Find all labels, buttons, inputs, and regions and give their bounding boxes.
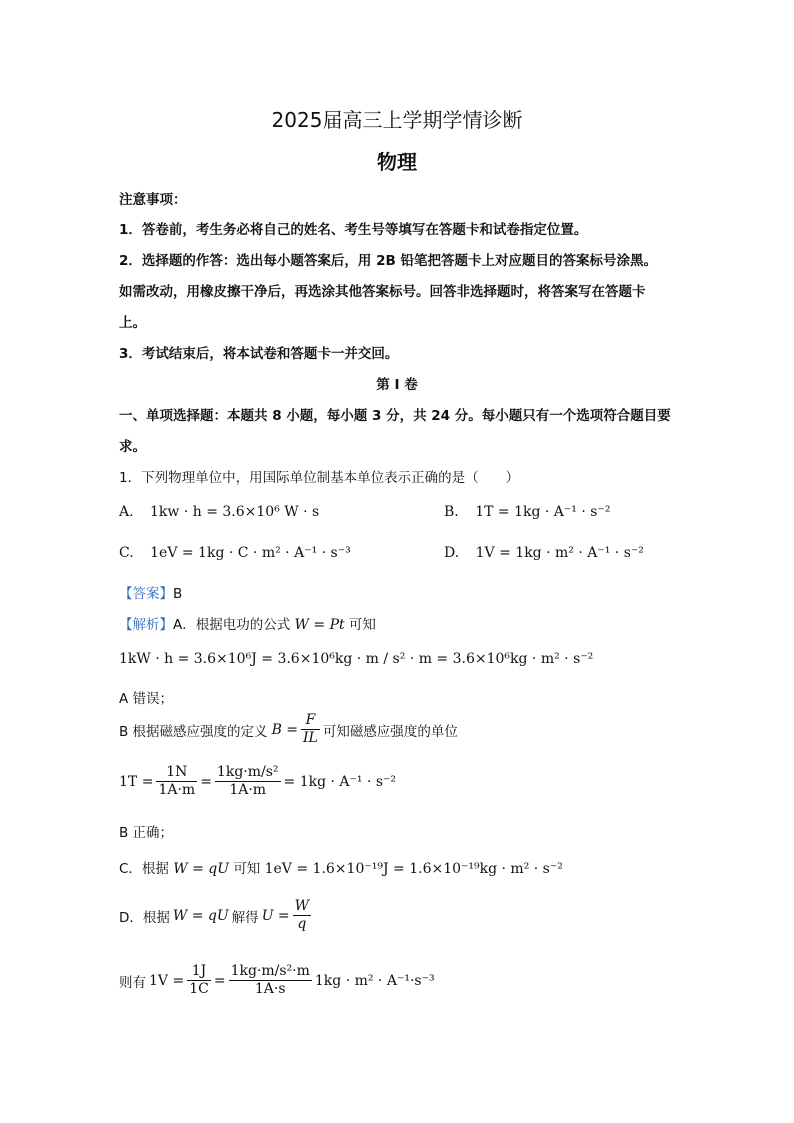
- option-b-label: B.: [444, 504, 459, 520]
- analysis-b-def-lhs: B =: [271, 721, 299, 738]
- option-b: [444, 504, 610, 520]
- analysis-b-eq-rhs: = 1kg · A⁻¹ · s⁻²: [283, 773, 397, 790]
- analysis-a-after: 可知: [348, 617, 376, 633]
- option-a-text: 1kw · h = 3.6×10⁶ W · s: [150, 504, 320, 520]
- subject-title: 物理: [377, 150, 417, 174]
- analysis-c-equation: 1eV = 1.6×10⁻¹⁹J = 1.6×10⁻¹⁹kg · m² · s⁻²: [264, 861, 563, 877]
- analysis-d-numerator: W: [294, 898, 310, 914]
- analysis-e-lhs: 1V =: [149, 972, 185, 989]
- option-d-text: 1V = 1kg · m² · A⁻¹ · s⁻²: [475, 545, 644, 561]
- note-1: 1．答卷前，考生务必将自己的姓名、考生号等填写在答题卡和试卷指定位置。: [119, 222, 588, 238]
- note-2-line-2: 如需改动，用橡皮擦干净后，再选涂其他答案标号。回答非选择题时，将答案写在答题卡: [119, 284, 646, 300]
- notes-heading: 注意事项：: [119, 192, 187, 208]
- analysis-d-fraction: [293, 898, 311, 933]
- option-c: [119, 545, 351, 561]
- analysis-b-def-numerator: F: [301, 712, 320, 730]
- option-a: [119, 504, 319, 520]
- analysis-e-intro: 则有: [119, 974, 146, 991]
- option-d: [444, 545, 644, 561]
- analysis-b-eq-lhs: 1T =: [119, 773, 154, 790]
- note-3: 3．考试结束后，将本试卷和答题卡一并交回。: [119, 346, 399, 362]
- analysis-e-fraction-2-denominator: 1A·s: [254, 981, 286, 997]
- analysis-c-mid: 可知: [233, 861, 261, 877]
- answer-line: [119, 582, 182, 602]
- option-c-label: C.: [119, 545, 134, 561]
- analysis-b-result: B 正确；: [119, 825, 174, 841]
- analysis-d-intro: D．根据: [119, 909, 170, 926]
- analysis-b-fraction-1-denominator: 1A·m: [158, 782, 196, 798]
- analysis-d-formula: W = qU: [172, 907, 229, 924]
- answer-value: B: [173, 586, 183, 602]
- analysis-b-equation: 1T = $\frac{1N}{1A\cdot m}$ = $\frac{\text{1kg·m/s²}}{1A\cdot m}$ = 1kg · A⁻¹ · s⁻²: [119, 764, 397, 798]
- note-2-line-1: 2．选择题的作答：选出每小题答案后，用 2B 铅笔把答题卡上对应题目的答案标号涂黑。: [119, 253, 657, 269]
- option-c-text: 1eV = 1kg · C · m² · A⁻¹ · s⁻³: [150, 545, 351, 561]
- option-a-label: A.: [119, 504, 134, 520]
- document-title: 2025届高三上学期学情诊断: [271, 108, 523, 132]
- analysis-d-lhs: U =: [261, 907, 290, 924]
- analysis-e-line: 则有 1V = $\frac{1J}{1C}$ = $\frac{\text{1kg·m/s²·m}}{1A\cdot s}$ 1kg · m² · A⁻¹·s⁻³: [119, 963, 435, 997]
- analysis-d-denominator: q: [297, 916, 307, 932]
- analysis-b-text: B 根据磁感应强度的定义: [119, 723, 268, 740]
- analysis-e-fraction-1-denominator: 1C: [189, 981, 209, 997]
- question-stem: 1．下列物理单位中，用国际单位制基本单位表示正确的是（ ）: [119, 470, 520, 486]
- analysis-tag: 【解析】: [119, 617, 173, 633]
- analysis-b-def-fraction: [301, 712, 320, 747]
- section-heading-line-2: 求。: [119, 439, 146, 455]
- analysis-b-fraction-2-numerator: 1kg·m/s²: [216, 764, 279, 780]
- analysis-a-formula: W = Pt: [294, 617, 345, 633]
- analysis-b-def-denominator: IL: [303, 730, 318, 746]
- note-2-line-3: 上。: [119, 315, 146, 331]
- analysis-e-fraction-1: [187, 963, 211, 998]
- analysis-b-fraction-2-denominator: 1A·m: [229, 782, 267, 798]
- analysis-e-fraction-2: [229, 963, 312, 998]
- analysis-e-fraction-2-numerator: 1kg·m/s²·m: [230, 963, 310, 979]
- analysis-d-line: [119, 898, 314, 933]
- answer-tag: 【答案】: [119, 586, 173, 602]
- analysis-a-result: A 错误；: [119, 691, 174, 707]
- part-title: 第 I 卷: [376, 377, 418, 393]
- analysis-e-rhs: 1kg · m² · A⁻¹·s⁻³: [314, 972, 435, 989]
- analysis-b-fraction-1-numerator: 1N: [156, 764, 197, 782]
- analysis-a-equation: 1kW · h = 3.6×10⁶J = 3.6×10⁶kg · m / s² · m = 3.6×10⁶kg · m² · s⁻²: [119, 651, 594, 667]
- analysis-b-fraction-2: [215, 764, 281, 799]
- analysis-b-intro: [119, 712, 458, 747]
- analysis-e-fraction-1-numerator: 1J: [187, 963, 211, 981]
- analysis-c-line: [119, 857, 563, 877]
- analysis-b-after: 可知磁感应强度的单位: [322, 723, 458, 740]
- analysis-a-intro: [119, 613, 376, 633]
- analysis-c-intro: C．根据: [119, 861, 169, 877]
- option-d-label: D.: [444, 545, 460, 561]
- analysis-c-formula: W = qU: [173, 861, 230, 877]
- section-heading-line-1: 一、单项选择题：本题共 8 小题，每小题 3 分，共 24 分。每小题只有一个选项符合题目要: [119, 408, 671, 424]
- analysis-d-mid: 解得: [231, 909, 259, 926]
- analysis-b-fraction-1: [156, 764, 197, 799]
- option-b-text: 1T = 1kg · A⁻¹ · s⁻²: [475, 504, 611, 520]
- analysis-a-text: A．根据电功的公式: [173, 617, 291, 633]
